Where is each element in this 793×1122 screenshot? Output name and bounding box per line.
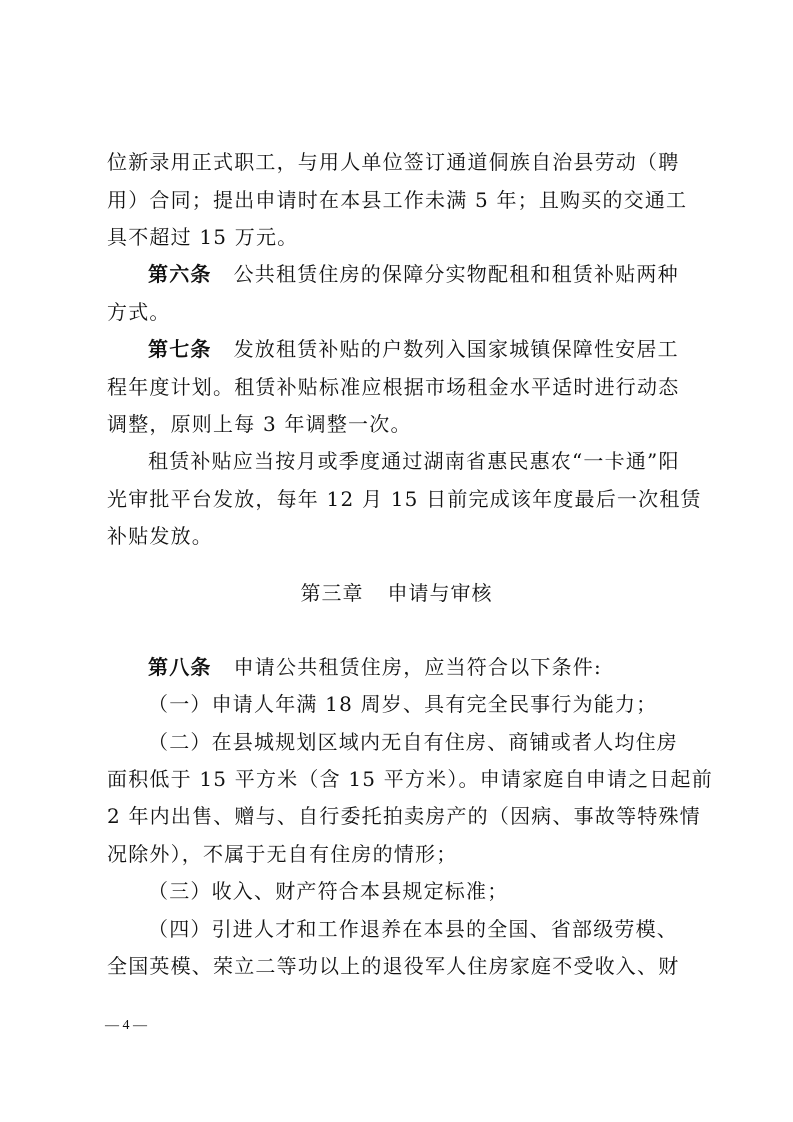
- article-label: 第八条: [148, 655, 212, 679]
- paragraph-line: 光审批平台发放，每年 12 月 15 日前完成该年度最后一次租赁: [107, 487, 702, 511]
- list-item: （三）收入、财产符合本县规定标准；: [148, 879, 509, 903]
- paragraph-line: 补贴发放。: [107, 524, 213, 548]
- list-item: （二）在县城规划区域内无自有住房、商铺或者人均住房: [148, 730, 678, 754]
- paragraph-line: 用）合同；提出申请时在本县工作未满 5 年；且购买的交通工: [107, 188, 688, 212]
- paragraph-line: 况除外），不属于无自有住房的情形；: [107, 842, 458, 866]
- paragraph-line: 位新录用正式职工，与用人单位签订通道侗族自治县劳动（聘: [107, 150, 680, 174]
- paragraph-line: 租赁补贴应当按月或季度通过湖南省惠民惠农“一卡通”阳: [148, 449, 680, 473]
- chapter-number: 第三章: [300, 581, 364, 605]
- paragraph-line: 方式。: [107, 300, 171, 324]
- article-7: [148, 339, 679, 359]
- paragraph-line: 程年度计划。租赁补贴标准应根据市场租金水平适时进行动态: [107, 375, 680, 399]
- paragraph-line: 全国英模、荣立二等功以上的退役军人住房家庭不受收入、财: [107, 954, 680, 978]
- paragraph-line: 面积低于 15 平方米（含 15 平方米）。申请家庭自申请之日起前: [107, 767, 713, 791]
- chapter-title: 申请与审核: [387, 581, 493, 605]
- chapter-heading: [0, 583, 793, 603]
- article-text: 公共租赁住房的保障分实物配租和租赁补贴两种: [233, 262, 679, 286]
- article-text: 申请公共租赁住房，应当符合以下条件:: [233, 655, 602, 679]
- article-6: [148, 264, 679, 284]
- article-8: [148, 657, 602, 677]
- paragraph-line: 具不超过 15 万元。: [107, 225, 299, 249]
- article-label: 第七条: [148, 337, 212, 361]
- article-label: 第六条: [148, 262, 212, 286]
- paragraph-line: 2 年内出售、赠与、自行委托拍卖房产的（因病、事故等特殊情: [107, 804, 701, 828]
- paragraph-line: 调整，原则上每 3 年调整一次。: [107, 412, 412, 436]
- page-number: — 4 —: [105, 1018, 147, 1033]
- list-item: （四）引进人才和工作退养在本县的全国、省部级劳模、: [148, 917, 678, 941]
- article-text: 发放租赁补贴的户数列入国家城镇保障性安居工: [233, 337, 679, 361]
- list-item: （一）申请人年满 18 周岁、具有完全民事行为能力；: [148, 692, 658, 716]
